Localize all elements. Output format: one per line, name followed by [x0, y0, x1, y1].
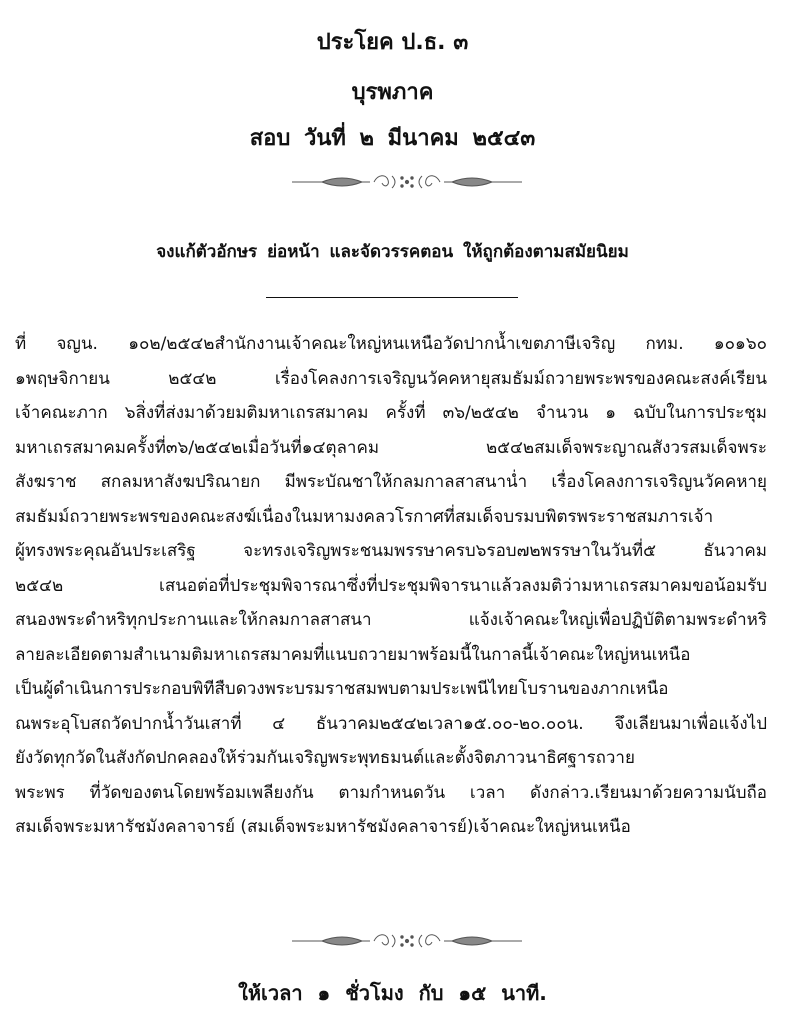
passage-line: ลายละเอียดตามสำเนามติมหาเถรสมาคมที่แนบถวายมาพร้อมนี้ในกาลนี้เจ้าคณะใหญ่หนเหนือ — [15, 644, 691, 665]
passage-line: เป็นผู้ดำเนินการประกอบพิทีสืบดวงพระบรมราชสมพบตามประเพนีไทยโบรานของภากเหนือ — [15, 679, 669, 699]
exam-subject: บุรพภาค — [351, 80, 434, 105]
exam-title: ประโยค ป.ธ. ๓ — [316, 30, 469, 55]
passage-line: ยังวัดทุกวัดในสังกัดปกคลองให้ร่วมกันเจริญพระพุทธมนต์และตั้งจิตภาวนาธิศฐารถวาย — [15, 748, 635, 768]
divider-rule — [266, 297, 518, 298]
passage-line: ผู้ทรงพระคุณอันประเสริฐ จะทรงเจริญพระชนมพรรษาครบ๖รอบ๗๒พรรษาในวันที่๕ ธันวาคม — [15, 541, 767, 561]
instruction-heading: จงแก้ตัวอักษร ย่อหน้า และจัดวรรคตอน ให้ถูกต้องตามสมัยนิยม — [156, 242, 629, 262]
passage-line: สมเด็จพระมหารัชมังคลาจารย์ (สมเด็จพระมหารัชมังคลาจารย์)เจ้าคณะใหญ่หนเหนือ — [15, 817, 631, 837]
passage-line: ณพระอุโบสถวัดปากน้ำวันเสาที่ ๔ ธันวาคม๒๕๔๒เวลา๑๕.๐๐-๒๐.๐๐น. จึงเลียนมาเพื่อแจ้งไป — [15, 713, 767, 734]
time-allowed: ให้เวลา ๑ ชั่วโมง กับ ๑๕ นาที. — [238, 981, 547, 1005]
passage-line: สนองพระดำหริทุกประกานและให้กลมกาลสาสนา แจ้งเจ้าคณะใหญ่เพื่อปฏิบัติตามพระดำหริ — [15, 610, 767, 630]
passage-line: ๒๕๔๒ เสนอต่อที่ประชุมพิจารณาซึ่งที่ประชุมพิจารนาแล้วลงมติว่ามหาเถรสมาคมขอน้อมรับ — [15, 575, 767, 596]
exam-date: สอบ วันที่ ๒ มีนาคม ๒๕๔๓ — [249, 126, 536, 151]
scroll-flourish-icon — [292, 172, 522, 192]
passage-line: สมธัมม์ถวายพระพรของคณะสงฆ์เนื่องในมหามงคลวโรกาศที่สมเด็จบรมบพิตรพระราชสมภารเจ้า — [15, 506, 714, 527]
passage — [15, 329, 767, 847]
passage-line: พระพร ที่วัดของตนโดยพร้อมเพลียงกัน ตามกำหนดวัน เวลา ดังกล่าว.เรียนมาด้วยความนับถือ — [15, 782, 767, 803]
passage-line: เจ้าคณะภาก ๖สิ่งที่ส่งมาด้วยมติมหาเถรสมาคม ครั้งที่ ๓๖/๒๕๔๒ จำนวน ๑ ฉบับในการประชุม — [15, 403, 767, 423]
passage-line: ๑พฤษจิกายน ๒๕๔๒ เรื่องโคลงการเจริญนวัคคหายุสมธัมม์ถวายพระพรของคณะสงค์เรียน — [15, 368, 767, 389]
passage-line: สังฆราช สกลมหาสังฆปริณายก มีพระบัณชาให้กลมกาลสาสนาน่ำ เรื่องโคลงการเจริญนวัคคหายุ — [15, 472, 767, 492]
passage-line: ที่ จญน. ๑๐๒/๒๕๔๒สำนักงานเจ้าคณะใหญ่หนเหนือวัดปากน้ำเขตภาษีเจริญ กทม. ๑๐๑๖๐ — [15, 334, 767, 354]
scroll-flourish-icon — [292, 931, 522, 951]
passage-line: มหาเถรสมาคมครั้งที่๓๖/๒๕๔๒เมื่อวันที่๑๔ตุลาคม ๒๕๔๒สมเด็จพระญาณสังวรสมเด็จพระ — [15, 437, 767, 458]
